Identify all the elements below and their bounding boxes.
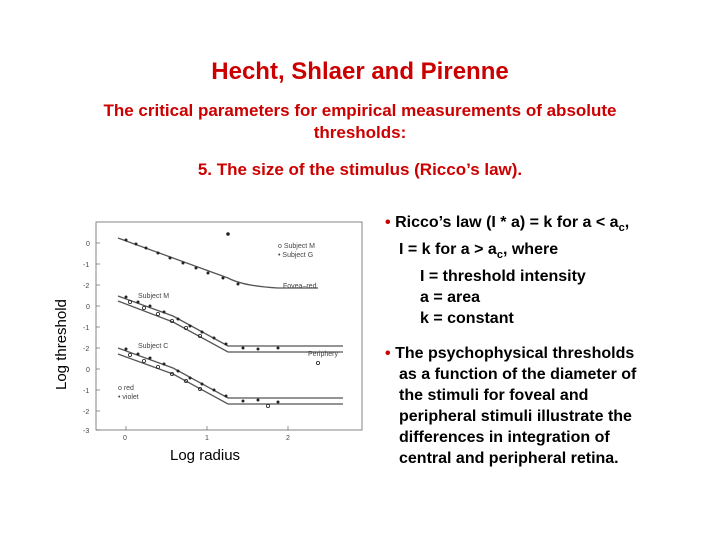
bullet-list [385,212,715,469]
data-points [125,232,280,403]
slide-title: Hecht, Shlaer and Pirenne [211,58,509,85]
bullet-psychophysical [385,343,715,469]
fovea-curve-label: Fovea–red [283,283,317,290]
y-tick-label: 0 [86,367,90,374]
ricco-line1-post: , [624,214,630,231]
def-intensity: I = threshold intensity [420,268,586,286]
y-tick-label: 0 [86,241,90,248]
def-area: a = area [420,289,481,307]
psycho-line1: The psychophysical thresholds [395,345,635,363]
bullet-ricco [385,212,715,329]
y-tick-label: -1 [83,388,90,395]
x-tick-label: 2 [286,435,290,442]
bullet-dot: • [385,345,391,363]
bullet-dot: • [385,214,391,231]
slide-subtitle: The critical parameters for empirical measurements of absolute thresholds: [103,101,617,142]
x-tick-label: 0 [123,435,127,442]
subject-m-curve [118,296,343,346]
subject-c-curve-2 [118,354,343,404]
psycho-line2: as a function of the diameter of [399,366,637,384]
y-axis-label: Log threshold [53,299,70,390]
legend-top-item: o Subject M [278,243,315,250]
periphery-label: Periphery [308,351,338,358]
threshold-vs-radius-figure [78,218,368,448]
y-tick-label: -3 [83,428,90,435]
def-constant: k = constant [420,310,514,328]
point-five-heading: 5. The size of the stimulus (Ricco’s law). [197,160,523,179]
y-tick-label: -1 [83,325,90,332]
psycho-line5: differences in integration of [399,429,610,447]
subject-m-label: Subject M [138,293,170,300]
legend-top-item: • Subject G [278,252,314,259]
psycho-line4: peripheral stimuli illustrate the [399,408,632,426]
ricco-line1-sub: c [618,222,625,235]
subject-c-label: Subject C [138,343,169,350]
y-ticks [96,243,100,430]
y-tick-label: 0 [86,304,90,311]
x-ticks [126,426,288,430]
psycho-line3: the stimuli for foveal and [399,387,589,405]
legend-bottom-item: • violet [118,394,139,401]
y-tick-label: -2 [83,409,90,416]
ricco-line2-sub: c [496,249,503,262]
y-tick-label: -2 [83,283,90,290]
ricco-line2-post: , where [502,241,559,259]
x-tick-label: 1 [205,435,209,442]
ricco-line2: I = k for a > a [399,241,497,259]
psycho-line6: central and peripheral retina. [399,450,619,468]
y-tick-label: -1 [83,262,90,269]
ricco-line1: Ricco’s law (I * a) = k for a < a [395,214,619,231]
legend-bottom-item: o red [118,385,134,392]
x-axis-label: Log radius [170,447,241,464]
y-tick-label: -2 [83,346,90,353]
